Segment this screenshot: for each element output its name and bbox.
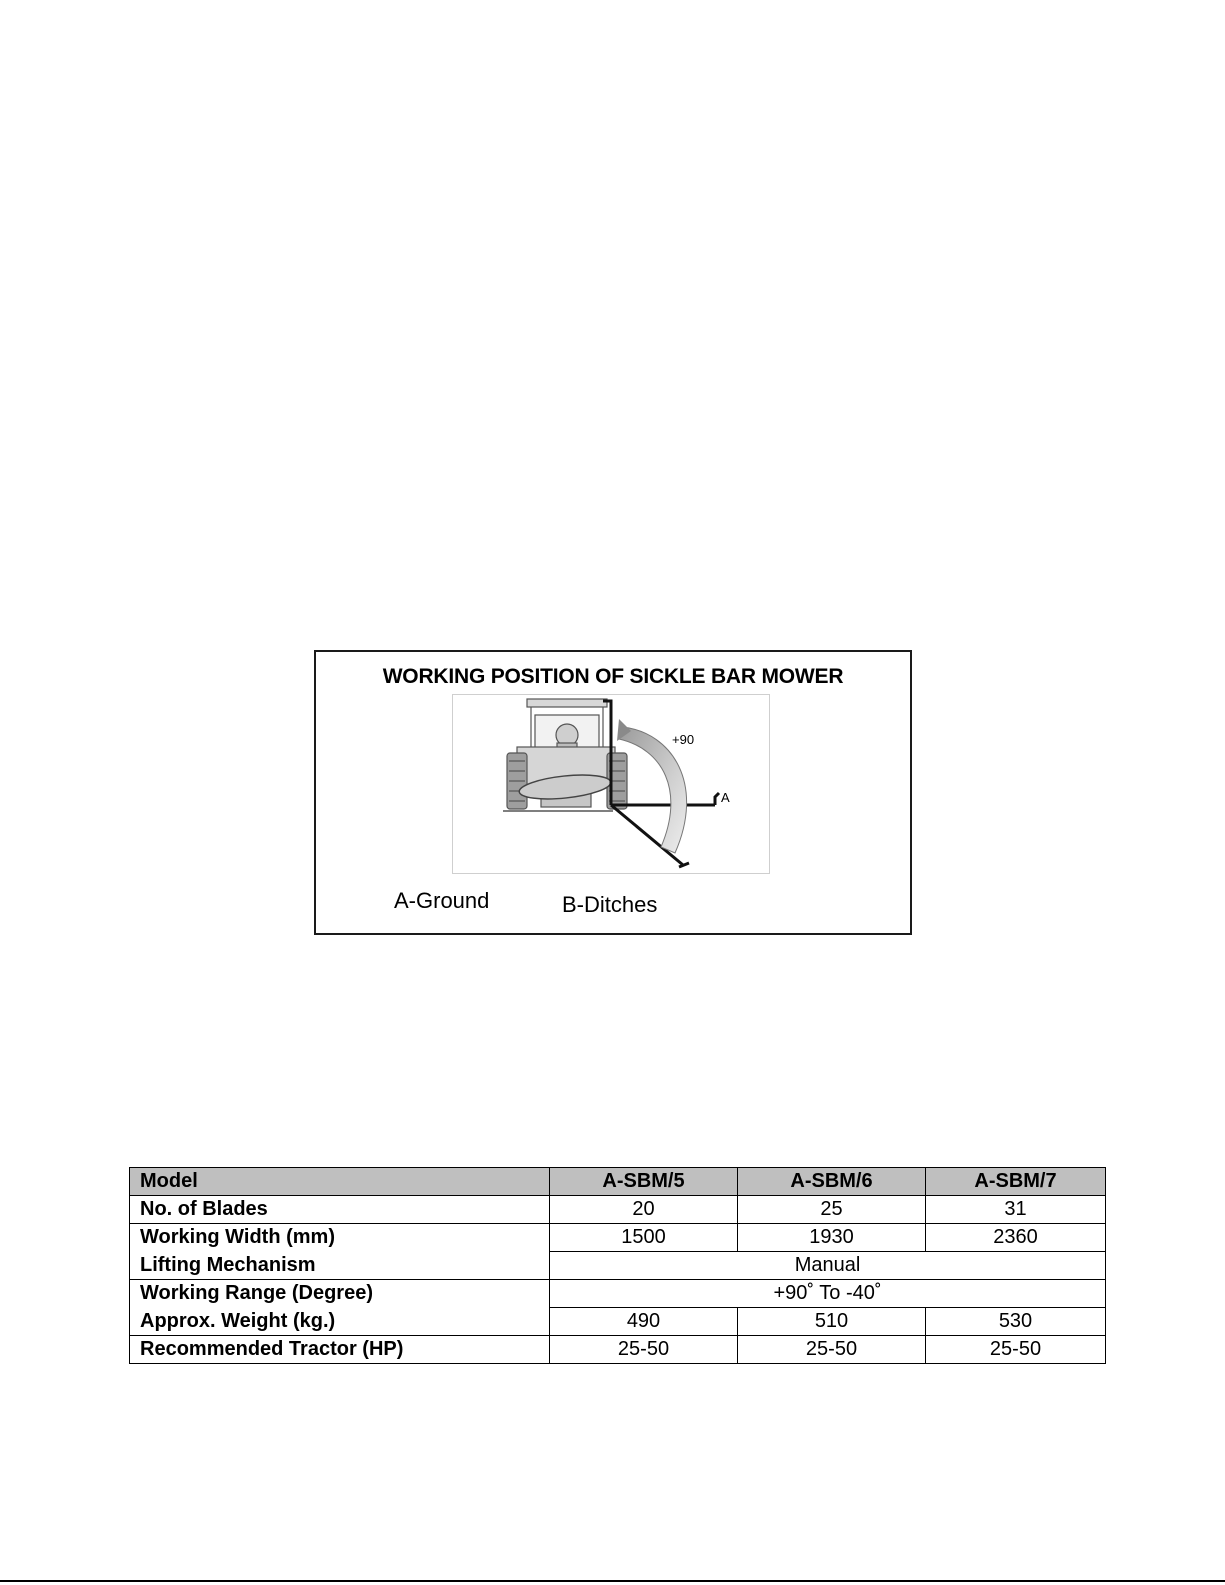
spec-table xyxy=(129,1167,1106,1364)
caption-ground: A-Ground xyxy=(394,888,490,913)
row-label: Lifting Mechanism xyxy=(130,1252,550,1280)
tractor-mower-drawing xyxy=(453,695,771,875)
figure-title: WORKING POSITION OF SICKLE BAR MOWER xyxy=(382,665,844,688)
working-position-figure xyxy=(314,650,912,935)
cell-value: 31 xyxy=(926,1196,1106,1224)
cell-value: 530 xyxy=(926,1308,1106,1336)
cell-value: 1500 xyxy=(550,1224,738,1252)
table-row xyxy=(130,1336,1106,1364)
cell-value: 25 xyxy=(738,1196,926,1224)
cell-value-merged: +90˚ To -40˚ xyxy=(550,1280,1106,1308)
row-label: Working Width (mm) xyxy=(130,1224,550,1252)
row-label: Recommended Tractor (HP) xyxy=(130,1336,550,1364)
header-model: Model xyxy=(130,1168,550,1196)
cell-value-merged: Manual xyxy=(550,1252,1106,1280)
table-row xyxy=(130,1308,1106,1336)
caption-ditches: B-Ditches xyxy=(562,892,658,917)
cell-value: 20 xyxy=(550,1196,738,1224)
table-row xyxy=(130,1224,1106,1252)
cell-value: 25-50 xyxy=(738,1336,926,1364)
row-label: No. of Blades xyxy=(130,1196,550,1224)
tractor-icon xyxy=(503,699,627,811)
cell-value: 25-50 xyxy=(926,1336,1106,1364)
table-row xyxy=(130,1280,1106,1308)
angle-label: +90 xyxy=(672,732,695,747)
row-label: Working Range (Degree) xyxy=(130,1280,550,1308)
table-row xyxy=(130,1196,1106,1224)
page-bottom-rule xyxy=(0,1580,1225,1582)
header-model-5: A-SBM/5 xyxy=(550,1168,738,1196)
row-label: Approx. Weight (kg.) xyxy=(130,1308,550,1336)
header-model-6: A-SBM/6 xyxy=(738,1168,926,1196)
cell-value: 510 xyxy=(738,1308,926,1336)
mower-illustration xyxy=(452,694,770,874)
table-header-row xyxy=(130,1168,1106,1196)
table-row xyxy=(130,1252,1106,1280)
cell-value: 25-50 xyxy=(550,1336,738,1364)
point-a-label: A xyxy=(721,790,730,805)
header-model-7: A-SBM/7 xyxy=(926,1168,1106,1196)
cell-value: 490 xyxy=(550,1308,738,1336)
cell-value: 2360 xyxy=(926,1224,1106,1252)
cell-value: 1930 xyxy=(738,1224,926,1252)
